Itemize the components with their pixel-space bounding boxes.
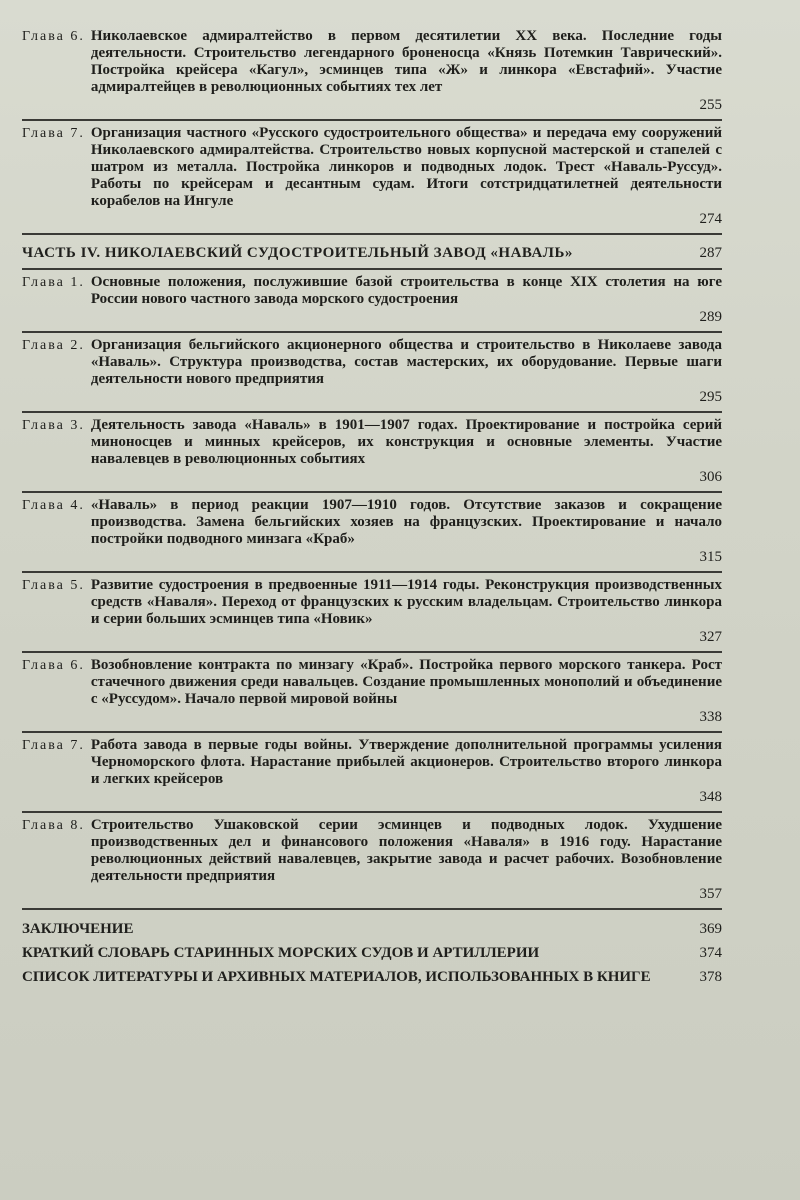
section-title: КРАТКИЙ СЛОВАРЬ СТАРИННЫХ МОРСКИХ СУДОВ И АРТИЛЛЕРИИ — [22, 945, 540, 961]
chapter-title: Развитие судостроения в предвоенные 1911—1914 годы. Реконструкция производственных средств «Наваля». Переход от французских к русским владельцам. Строительство линкора и серии больших эсминцев типа «Новик» — [90, 577, 722, 627]
page-number: 374 — [699, 945, 722, 961]
chapter-label: Глава 7. — [22, 738, 85, 753]
page-number: 315 — [699, 549, 722, 565]
chapter-title: Николаевское адмиралтейство в первом десятилетии XX века. Последние годы деятельности. Строительство легендарного броненосца «Князь Потемкин Таврический». Постройка крейсера «Кагул», эсминцев типа «Ж» и линкора «Евстафий». Участие адмиралтейцев в революционных событиях тех лет — [90, 28, 722, 95]
toc-entry — [22, 966, 722, 990]
chapter-label: Глава 3. — [22, 418, 85, 433]
page-number: 357 — [699, 886, 722, 902]
page-number: 306 — [699, 469, 722, 485]
toc-entry — [22, 493, 722, 573]
page-number: 338 — [699, 709, 722, 725]
section-title: СПИСОК ЛИТЕРАТУРЫ И АРХИВНЫХ МАТЕРИАЛОВ, ИСПОЛЬЗОВАННЫХ В КНИГЕ — [22, 969, 651, 985]
chapter-label: Глава 1. — [22, 275, 85, 290]
chapter-title: Возобновление контракта по минзагу «Краб». Постройка первого морского танкера. Рост стачечного движения среди навальцев. Создание промышленных монополий и объединение с «Руссудом». Начало первой мировой войны — [90, 657, 722, 707]
chapter-label: Глава 2. — [22, 338, 85, 353]
chapter-title: Организация частного «Русского судостроительного общества» и передача ему сооружений Николаевского адмиралтейства. Строительство новых корпусной мастерской и стапелей с шатром из металла. Постройка линкоров и подводных лодок. Трест «Наваль-Руссуд». Работы по крейсерам и десантным судам. Итоги сотстридцатилетней деятельности корабелов на Ингуле — [90, 125, 722, 209]
chapter-title: Работа завода в первые годы войны. Утверждение дополнительной программы усиления Черноморского флота. Нарастание прибылей акционеров. Строительство второго линкора и легких крейсеров — [90, 737, 722, 787]
chapter-label: Глава 5. — [22, 578, 85, 593]
page-number: 295 — [699, 389, 722, 405]
table-of-contents — [22, 24, 722, 990]
toc-entry — [22, 270, 722, 333]
toc-entry — [22, 121, 722, 235]
chapter-label: Глава 7. — [22, 126, 85, 141]
page-number: 255 — [699, 97, 722, 113]
page-number: 274 — [699, 211, 722, 227]
page-number: 327 — [699, 629, 722, 645]
toc-entry — [22, 942, 722, 966]
page-number: 287 — [699, 245, 722, 261]
section-title: ЗАКЛЮЧЕНИЕ — [22, 921, 134, 937]
toc-entry — [22, 733, 722, 813]
chapter-label: Глава 8. — [22, 818, 85, 833]
toc-entry — [22, 918, 722, 942]
chapter-label: Глава 6. — [22, 658, 85, 673]
toc-entry — [22, 813, 722, 910]
chapter-title: Деятельность завода «Наваль» в 1901—1907 годах. Проектирование и постройка серий миноносцев и минных крейсеров, их конструкция и основные элементы. Участие навалевцев в революционных событиях — [90, 417, 722, 467]
part-heading — [22, 235, 722, 270]
page-number: 378 — [699, 969, 722, 985]
chapter-title: Основные положения, послужившие базой строительства в конце XIX столетия на юге России нового частного завода морского судостроения — [90, 274, 722, 307]
page-number: 348 — [699, 789, 722, 805]
toc-entry — [22, 24, 722, 121]
chapter-title: Строительство Ушаковской серии эсминцев и подводных лодок. Ухудшение производственных дел и финансового положения «Наваля» в 1916 году. Нарастание революционных действий навалевцев, закрытие завода и расчет рабочих. Возобновление деятельности предприятия — [90, 817, 722, 884]
chapter-title: Организация бельгийского акционерного общества и строительство в Николаеве завода «Наваль». Структура производства, состав мастерских, их оборудование. Первые шаги деятельности нового предприятия — [90, 337, 722, 387]
chapter-title: «Наваль» в период реакции 1907—1910 годов. Отсутствие заказов и сокращение производства. Замена бельгийских хозяев на французских. Проектирование и начало постройки подводного минзага «Краб» — [90, 497, 722, 547]
chapter-label: Глава 4. — [22, 498, 85, 513]
chapter-label: Глава 6. — [22, 29, 85, 44]
toc-back-matter — [22, 910, 722, 990]
page-number: 289 — [699, 309, 722, 325]
part-title: ЧАСТЬ IV. НИКОЛАЕВСКИЙ СУДОСТРОИТЕЛЬНЫЙ ЗАВОД «НАВАЛЬ» — [22, 245, 573, 261]
toc-entry — [22, 333, 722, 413]
toc-entry — [22, 413, 722, 493]
page-number: 369 — [699, 921, 722, 937]
toc-entry — [22, 573, 722, 653]
toc-entry — [22, 653, 722, 733]
